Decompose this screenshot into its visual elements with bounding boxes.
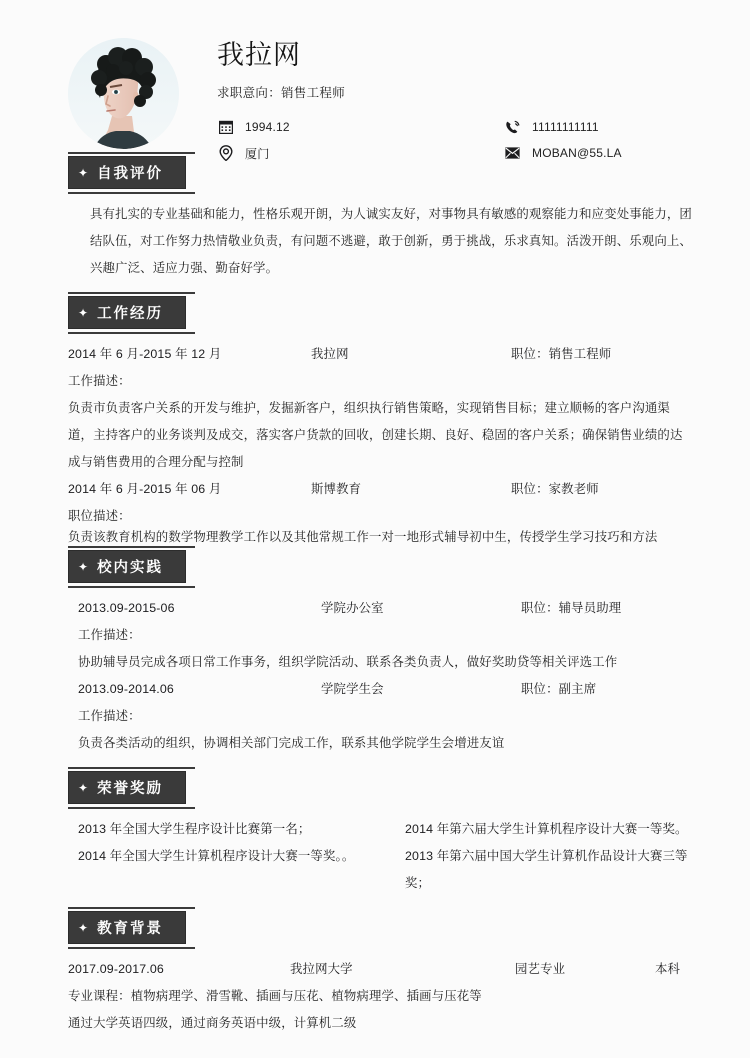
section-title-box	[68, 296, 186, 329]
campus-practice-body	[68, 588, 695, 757]
resume-header	[55, 0, 695, 161]
calendar-icon	[217, 119, 234, 136]
campus-description: 负责各类活动的组织，协调相关部门完成工作，联系其他学院学生会增进友谊	[78, 736, 505, 750]
avatar	[68, 38, 179, 149]
work-description-clipped	[68, 530, 695, 544]
section-education	[55, 907, 695, 1037]
section-title: 教育背景	[97, 921, 164, 937]
education-degree: 本科	[655, 962, 681, 976]
work-entry	[68, 476, 695, 544]
section-rule-top	[68, 546, 195, 548]
section-header-self-evaluation	[68, 152, 695, 194]
section-title-box	[68, 156, 186, 189]
work-desc-label: 职位描述：	[68, 509, 131, 523]
work-description: 负责市负责客户关系的开发与维护，发掘新客户，组织执行销售策略，实现销售目标；建立顺畅的客户沟通渠道，主持客户的业务谈判及成交，落实客户货款的回收，创建长期、良好、稳固的客户关系；确保销售业绩的达成与销售费用的合理分配与控制	[68, 401, 683, 469]
section-campus-practice	[55, 546, 695, 757]
work-position: 职位：销售工程师	[511, 347, 612, 361]
campus-entry	[68, 595, 695, 676]
work-position: 职位：家教老师	[511, 482, 599, 496]
self-evaluation-body	[68, 194, 695, 282]
work-date: 2014 年 6 月-2015 年 06 月	[68, 482, 222, 496]
honor-item: 2013 年全国大学生程序设计比赛第一名；	[78, 822, 311, 836]
honor-row	[68, 843, 695, 897]
birthdate-value: 1994.12	[245, 120, 290, 135]
section-title-box	[68, 550, 186, 583]
diamond-icon: ✦	[78, 559, 89, 574]
section-honors-awards	[55, 767, 695, 897]
header-details	[217, 38, 695, 166]
work-desc-label: 工作描述：	[68, 374, 131, 388]
work-entry-header	[68, 341, 695, 368]
education-major: 园艺专业	[515, 962, 566, 976]
honor-item: 2014 年第六届大学生计算机程序设计大赛一等奖。	[405, 822, 688, 836]
section-rule-top	[68, 152, 195, 154]
section-header-honors-awards	[68, 767, 695, 809]
honor-item: 2013 年第六届中国大学生计算机作品设计大赛三等奖；	[405, 849, 688, 890]
section-title-box	[68, 911, 186, 944]
page-title: 我拉网	[217, 40, 301, 70]
contact-birthdate	[217, 114, 456, 140]
honor-item: 2014 年全国大学生计算机程序设计大赛一等奖。。	[78, 849, 355, 863]
diamond-icon: ✦	[78, 165, 89, 180]
diamond-icon: ✦	[78, 305, 89, 320]
campus-entry	[68, 676, 695, 757]
education-certifications: 通过大学英语四级，通过商务英语中级，计算机二级	[68, 1016, 357, 1030]
email-value: MOBAN@55.LA	[532, 146, 622, 161]
work-organization: 斯博教育	[311, 482, 362, 496]
diamond-icon: ✦	[78, 920, 89, 935]
section-rule-bottom	[68, 192, 195, 194]
campus-entry-header	[78, 676, 695, 703]
campus-desc-label: 工作描述：	[78, 709, 141, 723]
section-title-box	[68, 771, 186, 804]
education-date: 2017.09-2017.06	[68, 962, 164, 976]
phone-icon	[504, 119, 521, 136]
education-school: 我拉网大学	[290, 962, 353, 976]
self-evaluation-paragraph: 具有扎实的专业基础和能力，性格乐观开朗，为人诚实友好，对事物具有敏感的观察能力和应变处事能力，团结队伍，对工作努力热情敬业负责，有问题不逃避，敢于创新，勇于挑战，乐求真知。活泼开朗、乐观向上、兴趣广泛、适应力强、勤奋好学。	[90, 207, 692, 275]
section-self-evaluation	[55, 152, 695, 282]
section-title: 工作经历	[97, 306, 164, 322]
campus-position: 职位：辅导员助理	[521, 601, 622, 615]
section-rule-top	[68, 292, 195, 294]
section-title: 自我评价	[97, 166, 164, 182]
section-header-campus-practice	[68, 546, 695, 588]
work-entry-header	[68, 476, 695, 503]
campus-organization: 学院办公室	[321, 601, 384, 615]
education-body	[68, 949, 695, 1037]
section-work-experience	[55, 292, 695, 544]
work-date: 2014 年 6 月-2015 年 12 月	[68, 347, 222, 361]
section-title: 荣誉奖励	[97, 781, 164, 797]
job-objective: 求职意向：销售工程师	[217, 86, 346, 101]
section-header-work-experience	[68, 292, 695, 334]
section-header-education	[68, 907, 695, 949]
campus-desc-label: 工作描述：	[78, 628, 141, 642]
campus-organization: 学院学生会	[321, 682, 384, 696]
campus-date: 2013.09-2014.06	[78, 682, 174, 696]
work-experience-body	[68, 334, 695, 544]
work-organization: 我拉网	[311, 347, 349, 361]
diamond-icon: ✦	[78, 780, 89, 795]
campus-date: 2013.09-2015-06	[78, 601, 175, 615]
section-rule-top	[68, 907, 195, 909]
phone-value: 11111111111	[532, 120, 599, 135]
contact-phone	[504, 114, 695, 140]
campus-position: 职位：副主席	[521, 682, 597, 696]
honor-row	[68, 816, 695, 843]
section-rule-bottom	[68, 947, 195, 949]
work-entry	[68, 341, 695, 476]
location-value: 厦门	[245, 146, 270, 161]
section-rule-top	[68, 767, 195, 769]
campus-description: 协助辅导员完成各项日常工作事务，组织学院活动、联系各类负责人，做好奖助贷等相关评选工作	[78, 655, 618, 669]
education-entry-header	[68, 956, 695, 983]
education-courses: 专业课程：植物病理学、滑雪靴、插画与压花、植物病理学、插画与压花等	[68, 989, 482, 1003]
section-rule-bottom	[68, 332, 195, 334]
section-title: 校内实践	[97, 560, 164, 576]
work-description: 负责该教育机构的数学物理教学工作以及其他常规工作一对一地形式辅导初中生，传授学生学习技巧和方法	[68, 530, 658, 544]
campus-entry-header	[78, 595, 695, 622]
section-rule-bottom	[68, 807, 195, 809]
section-rule-bottom	[68, 586, 195, 588]
honors-awards-body	[68, 809, 695, 897]
avatar-photo	[68, 38, 179, 149]
